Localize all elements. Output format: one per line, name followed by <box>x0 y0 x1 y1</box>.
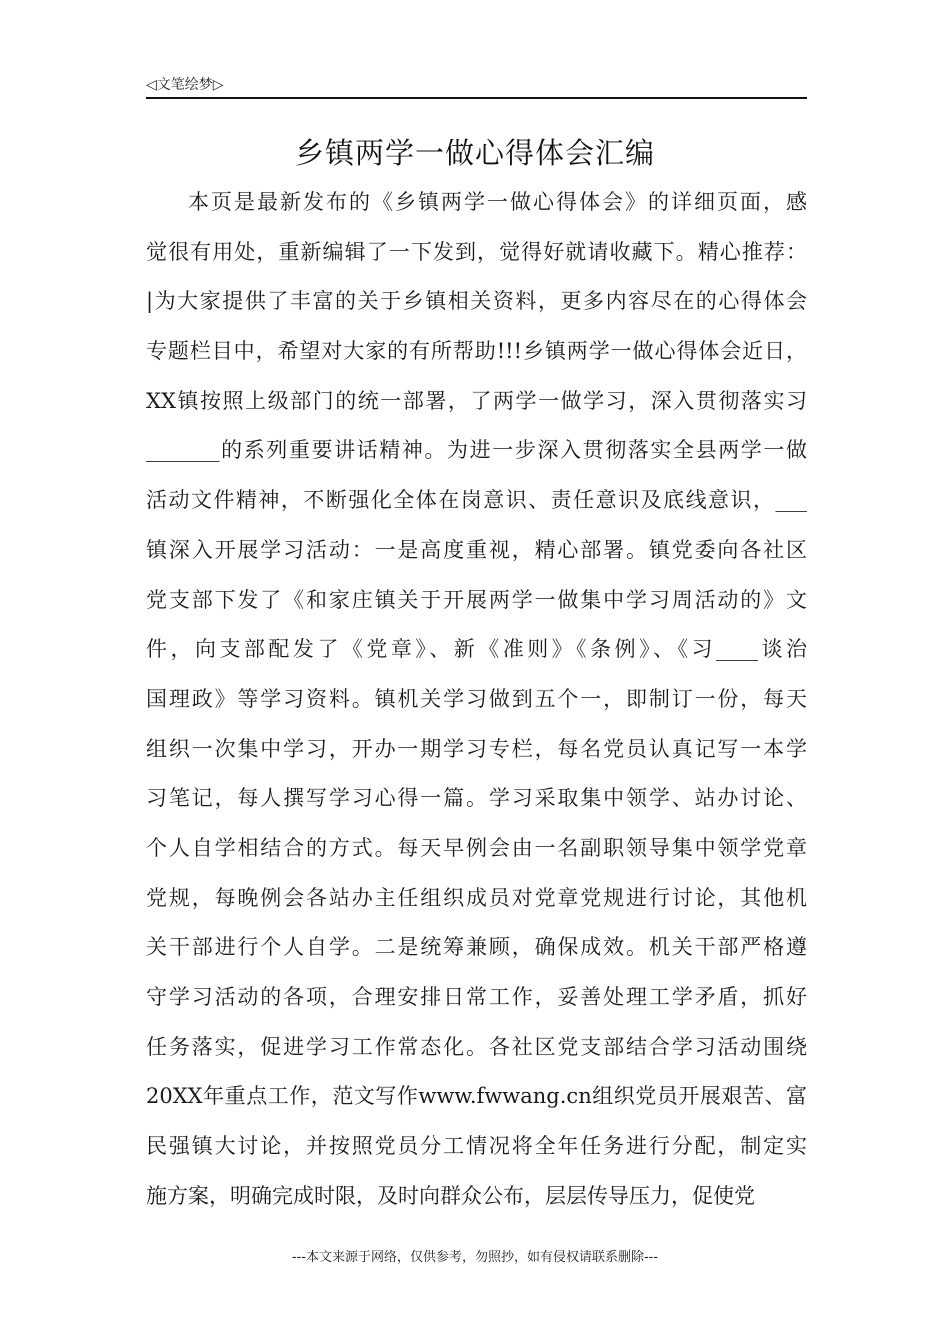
document-body <box>146 178 807 1221</box>
text-line: 关干部进行个人自学。二是统筹兼顾，确保成效。机关干部严格遵 <box>146 935 807 960</box>
text-line: 国理政》等学习资料。镇机关学习做到五个一，即制订一份，每天 <box>146 686 807 711</box>
text-line: 党规，每晚例会各站办主任组织成员对党章党规进行讨论，其他机 <box>146 885 807 910</box>
text-line: 本页是最新发布的《乡镇两学一做心得体会》的详细页面，感 <box>188 190 807 214</box>
text-line: 20XX年重点工作，范文写作www.fwwang.cn组织党员开展艰苦、富 <box>146 1084 807 1109</box>
text-line: 任务落实，促进学习工作常态化。各社区党支部结合学习活动围绕 <box>146 1034 807 1059</box>
text-line: 守学习活动的各项，合理安排日常工作，妥善处理工学矛盾，抓好 <box>146 985 807 1009</box>
text-line: |为大家提供了丰富的关于乡镇相关资料，更多内容尽在的心得体会 <box>146 289 807 314</box>
footer-notice: ---本文来源于网络，仅供参考，勿照抄，如有侵权请联系删除--- <box>291 1250 659 1265</box>
text-line: _______的系列重要讲话精神。为进一步深入贯彻落实全县两学一做 <box>146 438 807 463</box>
text-line: 习笔记，每人撰写学习心得一篇。学习采取集中领学、站办讨论、 <box>146 786 807 811</box>
text-line: XX镇按照上级部门的统一部署，了两学一做学习，深入贯彻落实习 <box>146 388 807 413</box>
text-line: 施方案，明确完成时限，及时向群众公布，层层传导压力，促使党 <box>146 1183 755 1208</box>
text-line: 专题栏目中，希望对大家的有所帮助!!!乡镇两学一做心得体会近日， <box>146 339 807 364</box>
text-line: 组织一次集中学习，开办一期学习专栏，每名党员认真记写一本学 <box>146 736 807 761</box>
header-rule <box>146 97 807 99</box>
text-line: 觉很有用处，重新编辑了一下发到，觉得好就请收藏下。精心推荐： <box>146 239 807 264</box>
text-line: 党支部下发了《和家庄镇关于开展两学一做集中学习周活动的》文 <box>146 587 807 612</box>
text-line: 活动文件精神，不断强化全体在岗意识、责任意识及底线意识，___ <box>146 488 807 513</box>
text-line: 民强镇大讨论，并按照党员分工情况将全年任务进行分配，制定实 <box>146 1134 807 1159</box>
text-line: 镇深入开展学习活动：一是高度重视，精心部署。镇党委向各社区 <box>146 537 807 562</box>
page-title: 乡镇两学一做心得体会汇编 <box>294 136 655 170</box>
text-line: 件，向支部配发了《党章》、新《准则》《条例》、《习____谈治 <box>146 637 807 662</box>
text-line: 个人自学相结合的方式。每天早例会由一名副职领导集中领学党章 <box>146 835 807 860</box>
header-brand: ◁文笔绘梦▷ <box>146 77 224 93</box>
